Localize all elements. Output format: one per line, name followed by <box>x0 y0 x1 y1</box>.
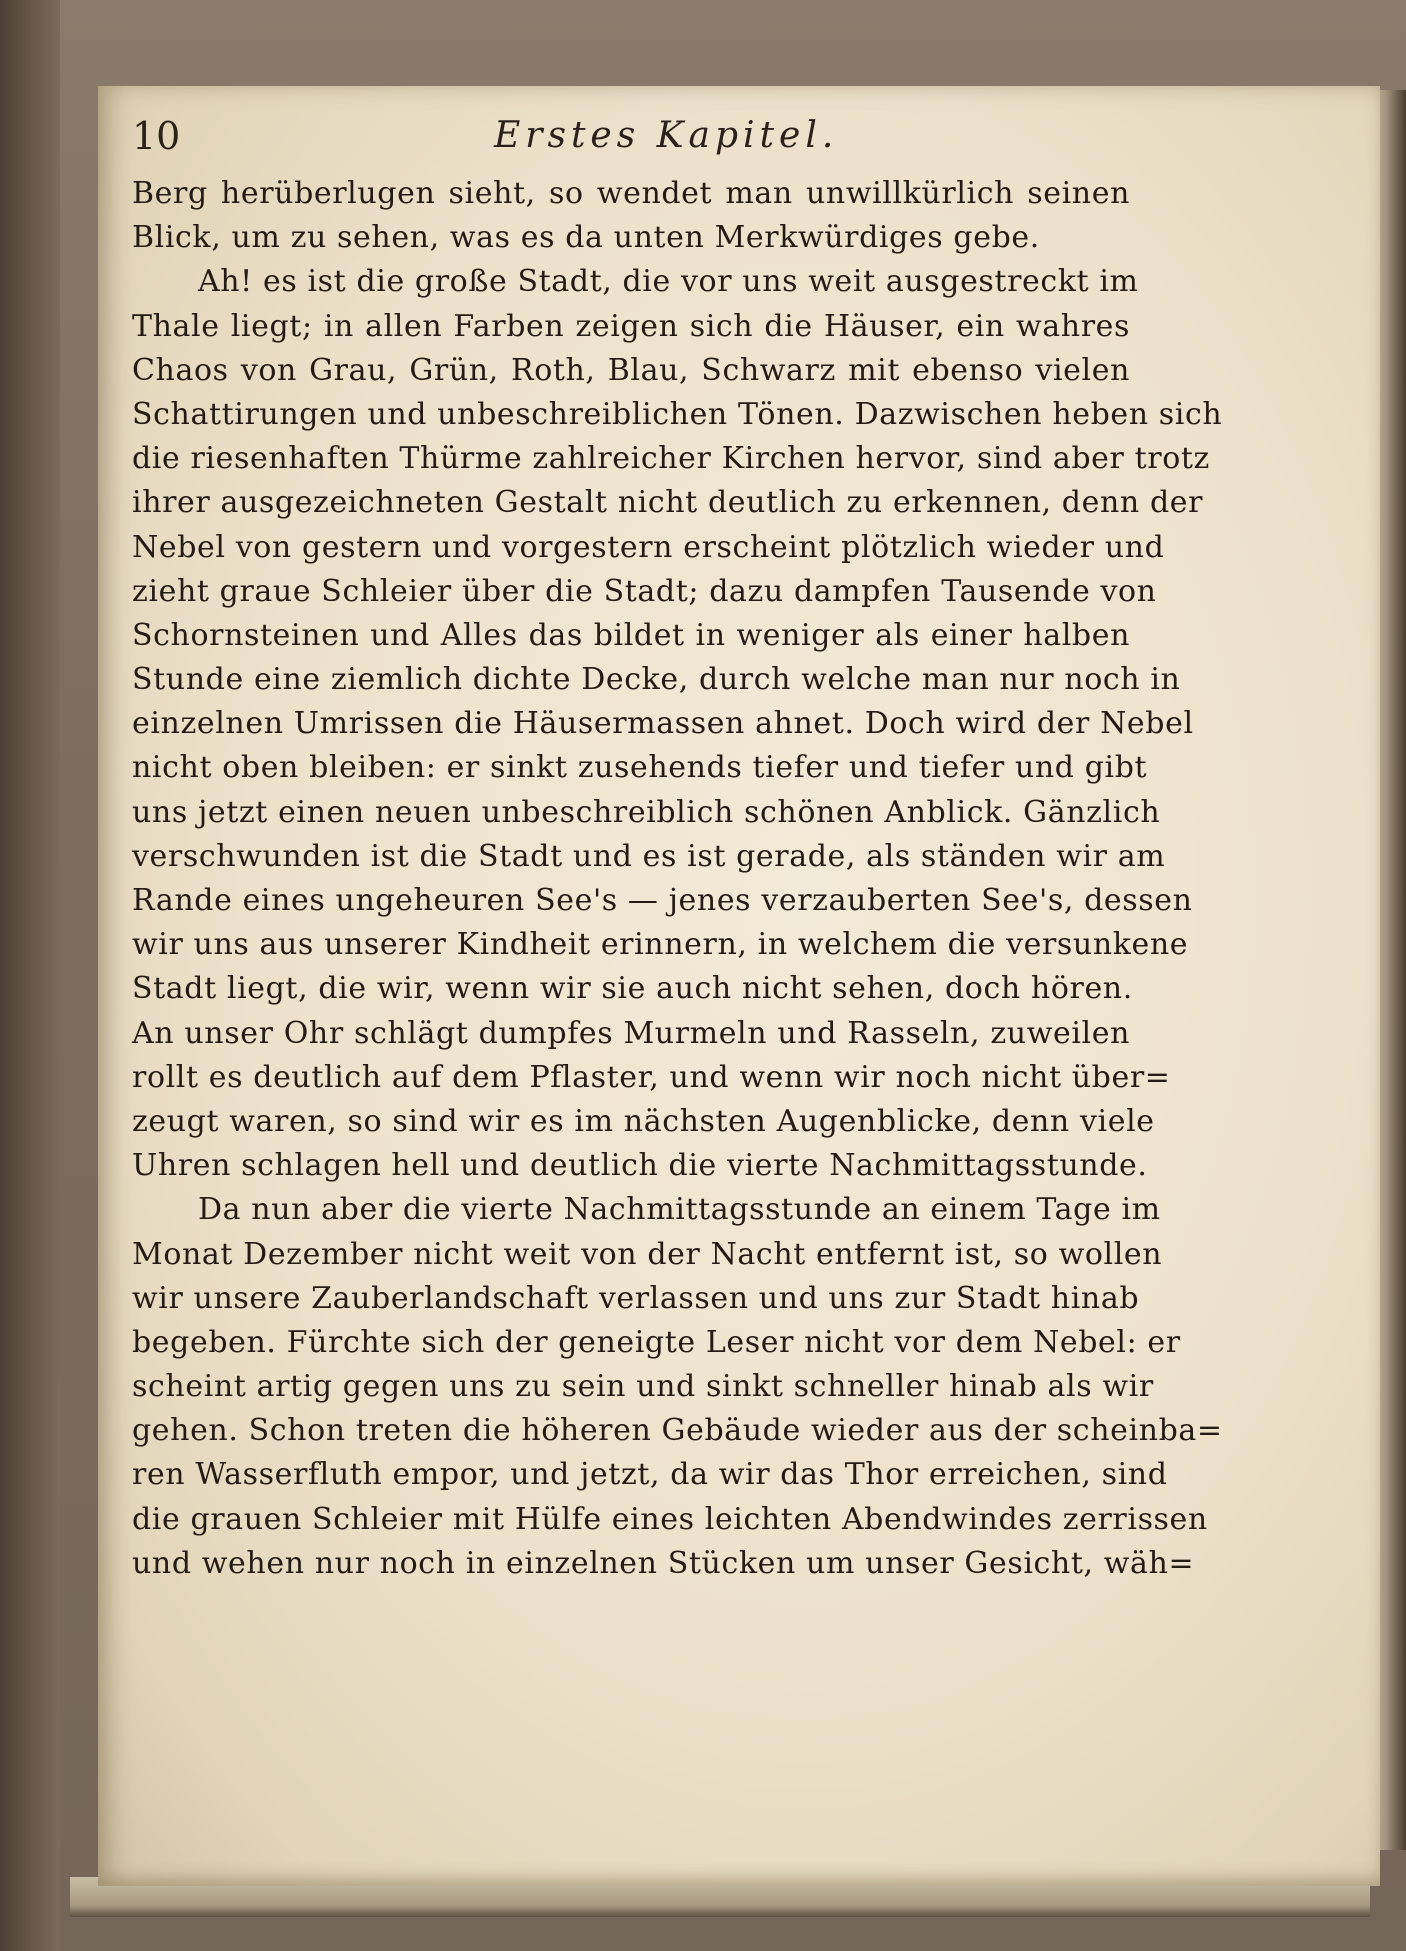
text-line: Stadt liegt, die wir, wenn wir sie auch nicht sehen, doch hören. <box>132 971 1133 1007</box>
text-line: Blick, um zu sehen, was es da unten Merkwürdiges gebe. <box>132 220 1040 256</box>
text-line: Da nun aber die vierte Nachmittagsstunde an einem Tage im <box>198 1192 1161 1228</box>
text-line: wir uns aus unserer Kindheit erinnern, in welchem die versunkene <box>132 927 1189 963</box>
text-line: Monat Dezember nicht weit von der Nacht entfernt ist, so wollen <box>132 1236 1163 1272</box>
text-line: Nebel von gestern und vorgestern erscheint plötzlich wieder und <box>132 529 1165 565</box>
text-line: Schattirungen und unbeschreiblichen Tönen. Dazwischen heben sich <box>132 396 1223 432</box>
book-binding <box>0 0 60 1951</box>
text-line: verschwunden ist die Stadt und es ist gerade, als ständen wir am <box>132 838 1166 874</box>
text-line: nicht oben bleiben: er sinkt zusehends tiefer und tiefer und gibt <box>132 750 1148 786</box>
text-line: Ah! es ist die große Stadt, die vor uns weit ausgestreckt im <box>198 264 1139 300</box>
text-line: uns jetzt einen neuen unbeschreiblich schönen Anblick. Gänzlich <box>132 794 1161 830</box>
text-line: Rande eines ungeheuren See's — jenes verzauberten See's, dessen <box>132 883 1193 918</box>
text-line: wir unsere Zauberlandschaft verlassen und uns zur Stadt hinab <box>132 1280 1140 1316</box>
text-line: gehen. Schon treten die höheren Gebäude wieder aus der scheinba= <box>132 1413 1223 1449</box>
text-line: An unser Ohr schlägt dumpfes Murmeln und Rasseln, zuweilen <box>132 1015 1130 1051</box>
running-header <box>132 106 1132 166</box>
text-line: Schornsteinen und Alles das bildet in weniger als einer halben <box>132 617 1130 653</box>
text-line: Stunde eine ziemlich dichte Decke, durch welche man nur noch in <box>132 662 1181 698</box>
text-line: scheint artig gegen uns zu sein und sinkt schneller hinab als wir <box>132 1369 1154 1405</box>
page-number: 10 <box>132 114 181 158</box>
text-line: begeben. Fürchte sich der geneigte Leser nicht vor dem Nebel: er <box>132 1324 1181 1360</box>
text-line: Chaos von Grau, Grün, Roth, Blau, Schwarz mit ebenso vielen <box>132 352 1130 388</box>
text-line: Thale liegt; in allen Farben zeigen sich die Häuser, ein wahres <box>132 308 1130 344</box>
text-line: die grauen Schleier mit Hülfe eines leichten Abendwindes zerrissen <box>132 1501 1208 1537</box>
text-line: Berg herüberlugen sieht, so wendet man unwillkürlich seinen <box>132 176 1130 211</box>
text-line: und wehen nur noch in einzelnen Stücken um unser Gesicht, wäh= <box>132 1545 1195 1581</box>
text-line: die riesenhaften Thürme zahlreicher Kirchen hervor, sind aber trotz <box>132 441 1210 477</box>
text-line: zieht graue Schleier über die Stadt; dazu dampfen Tausende von <box>132 573 1157 609</box>
text-line: Uhren schlagen hell und deutlich die vierte Nachmittagsstunde. <box>132 1148 1148 1184</box>
text-line: ren Wasserfluth empor, und jetzt, da wir das Thor erreichen, sind <box>132 1457 1168 1493</box>
text-line: ihrer ausgezeichneten Gestalt nicht deutlich zu erkennen, denn der <box>132 485 1204 521</box>
chapter-title: Erstes Kapitel. <box>494 115 839 156</box>
text-line: zeugt waren, so sind wir es im nächsten Augenblicke, denn viele <box>132 1103 1155 1139</box>
text-line: rollt es deutlich auf dem Pflaster, und wenn wir noch nicht über= <box>132 1059 1171 1095</box>
text-line: einzelnen Umrissen die Häusermassen ahnet. Doch wird der Nebel <box>132 706 1194 742</box>
body-text <box>132 172 1223 1586</box>
